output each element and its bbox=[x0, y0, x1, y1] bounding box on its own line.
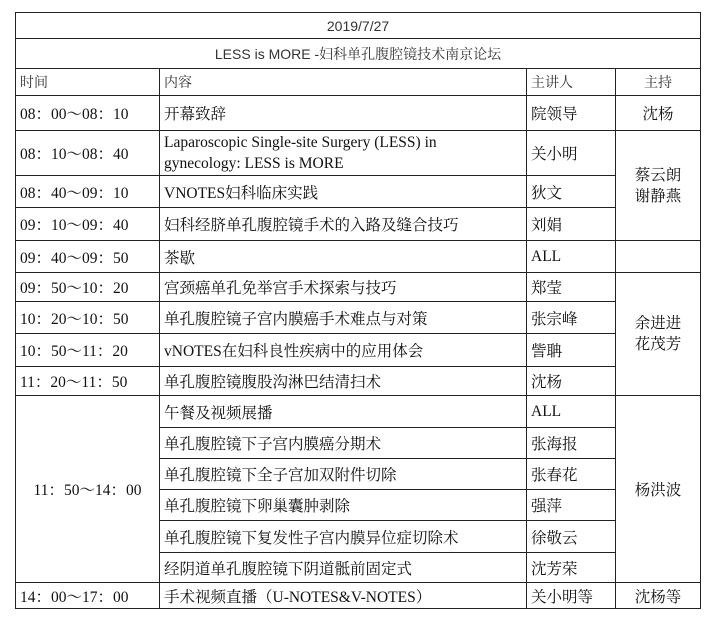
table-row bbox=[16, 334, 701, 367]
speaker-cell: ALL bbox=[527, 396, 616, 428]
content-cell: 单孔腹腔镜子宫内膜癌手术难点与对策 bbox=[160, 302, 527, 334]
table-row bbox=[16, 241, 701, 273]
content-cell: 妇科经脐单孔腹腔镜手术的入路及缝合技巧 bbox=[160, 208, 527, 241]
host-cell: 杨洪波 bbox=[616, 396, 701, 583]
table-row bbox=[16, 96, 701, 131]
speaker-cell: 沈杨 bbox=[527, 367, 616, 396]
host-name: 蔡云朗 bbox=[634, 166, 682, 184]
host-name: 谢静燕 bbox=[634, 187, 682, 205]
time-cell: 14：00～17：00 bbox=[16, 583, 160, 609]
table-row bbox=[16, 131, 701, 176]
header-host: 主持 bbox=[616, 69, 701, 96]
host-cell-empty bbox=[616, 241, 701, 273]
time-cell: 08：10～08：40 bbox=[16, 131, 160, 176]
content-cell: 单孔腹腔镜下卵巢囊肿剥除 bbox=[160, 490, 527, 521]
forum-title: LESS is MORE -妇科单孔腹腔镜技术南京论坛 bbox=[16, 39, 701, 69]
table-row bbox=[16, 208, 701, 241]
speaker-cell: 张宗峰 bbox=[527, 302, 616, 334]
speaker-cell: 狄文 bbox=[527, 176, 616, 208]
speaker-cell: 院领导 bbox=[527, 96, 616, 131]
content-cell: 手术视频直播（U-NOTES&V-NOTES） bbox=[160, 583, 527, 609]
content-cell: 午餐及视频展播 bbox=[160, 396, 527, 428]
content-cell: 经阴道单孔腹腔镜下阴道骶前固定式 bbox=[160, 553, 527, 583]
content-cell: 宫颈癌单孔免举宫手术探索与技巧 bbox=[160, 273, 527, 302]
content-cell: 单孔腹腔镜腹股沟淋巴结清扫术 bbox=[160, 367, 527, 396]
host-cell: 沈杨 bbox=[616, 96, 701, 131]
speaker-cell: 关小明 bbox=[527, 131, 616, 176]
time-cell: 08：00～08：10 bbox=[16, 96, 160, 131]
content-cell: 开幕致辞 bbox=[160, 96, 527, 131]
table-row bbox=[16, 176, 701, 208]
content-line: gynecology: LESS is MORE bbox=[164, 155, 344, 172]
host-cell bbox=[616, 131, 701, 241]
table-row bbox=[16, 583, 701, 609]
speaker-cell: ALL bbox=[527, 241, 616, 273]
header-content: 内容 bbox=[160, 69, 527, 96]
time-cell: 10：20～10：50 bbox=[16, 302, 160, 334]
host-cell: 沈杨等 bbox=[616, 583, 701, 609]
time-cell: 11：50～14：00 bbox=[16, 396, 160, 583]
header-time: 时间 bbox=[16, 69, 160, 96]
header-row bbox=[16, 69, 701, 96]
content-cell: VNOTES妇科临床实践 bbox=[160, 176, 527, 208]
speaker-cell: 张春花 bbox=[527, 459, 616, 490]
content-cell bbox=[160, 131, 527, 176]
speaker-cell: 訾聃 bbox=[527, 334, 616, 367]
table-row bbox=[16, 396, 701, 428]
speaker-cell: 郑莹 bbox=[527, 273, 616, 302]
content-line: Laparoscopic Single-site Surgery (LESS) in bbox=[164, 134, 437, 151]
time-cell: 08：40～09：10 bbox=[16, 176, 160, 208]
host-cell bbox=[616, 273, 701, 396]
speaker-cell: 徐敬云 bbox=[527, 521, 616, 553]
time-cell: 11：20～11：50 bbox=[16, 367, 160, 396]
content-cell: 单孔腹腔镜下复发性子宫内膜异位症切除术 bbox=[160, 521, 527, 553]
speaker-cell: 张海报 bbox=[527, 428, 616, 459]
title-row bbox=[16, 39, 701, 69]
date: 2019/7/27 bbox=[16, 13, 701, 39]
table-row bbox=[16, 367, 701, 396]
host-name: 花茂芳 bbox=[634, 336, 682, 353]
host-name: 余进进 bbox=[634, 315, 682, 332]
table-row bbox=[16, 302, 701, 334]
speaker-cell: 关小明等 bbox=[527, 583, 616, 609]
schedule-table bbox=[15, 12, 701, 609]
table-row bbox=[16, 273, 701, 302]
date-row bbox=[16, 13, 701, 39]
content-cell: 单孔腹腔镜下子宫内膜癌分期术 bbox=[160, 428, 527, 459]
content-cell: vNOTES在妇科良性疾病中的应用体会 bbox=[160, 334, 527, 367]
speaker-cell: 强萍 bbox=[527, 490, 616, 521]
content-cell: 茶歇 bbox=[160, 241, 527, 273]
content-cell: 单孔腹腔镜下全子宫加双附件切除 bbox=[160, 459, 527, 490]
time-cell: 09：10～09：40 bbox=[16, 208, 160, 241]
speaker-cell: 沈芳荣 bbox=[527, 553, 616, 583]
header-speaker: 主讲人 bbox=[527, 69, 616, 96]
time-cell: 09：40～09：50 bbox=[16, 241, 160, 273]
speaker-cell: 刘娟 bbox=[527, 208, 616, 241]
time-cell: 10：50～11：20 bbox=[16, 334, 160, 367]
time-cell: 09：50～10：20 bbox=[16, 273, 160, 302]
